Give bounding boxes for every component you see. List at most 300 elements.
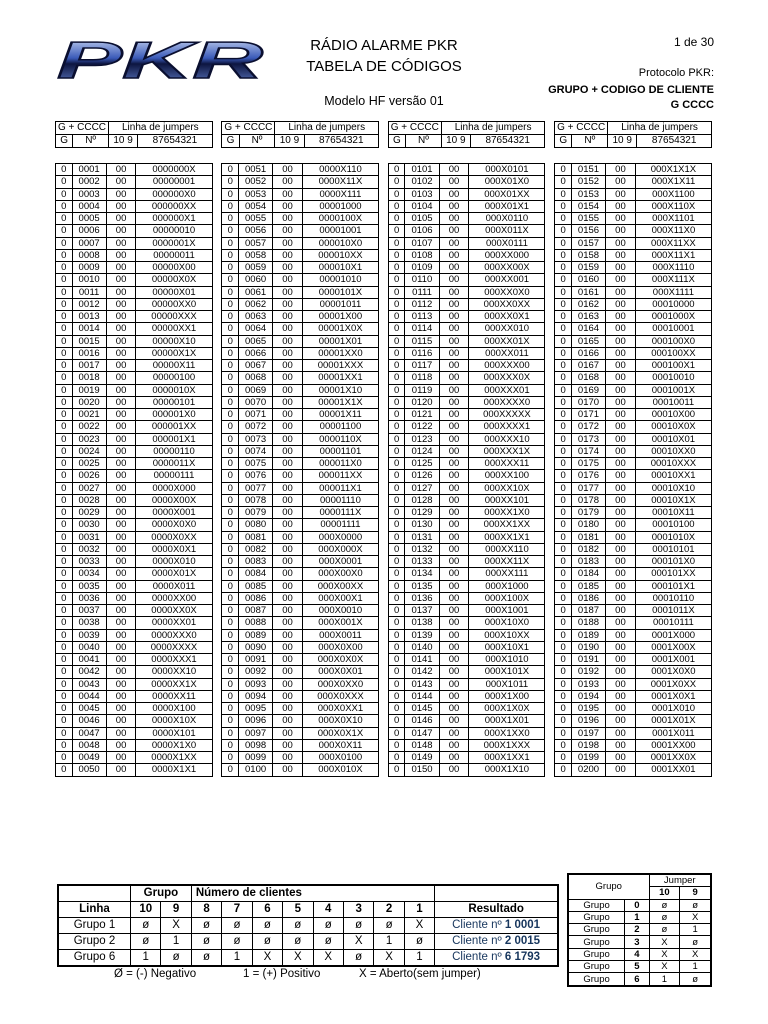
gap-cell bbox=[545, 311, 555, 323]
header-group-code: G + CCCC bbox=[56, 122, 109, 135]
client-number-cell: 0007 bbox=[72, 237, 106, 249]
jumper-8-1-cell: 00000001 bbox=[136, 176, 212, 188]
gap-cell bbox=[212, 445, 222, 457]
jumper-10-9-cell: 00 bbox=[439, 739, 469, 751]
client-number-cell: 0099 bbox=[238, 752, 272, 764]
jumper-10-9-cell: 00 bbox=[606, 580, 636, 592]
bit-cell: ø bbox=[313, 934, 343, 950]
jumper-8-1-cell: 0001010X bbox=[635, 531, 711, 543]
jumper-10-9-cell: 00 bbox=[439, 458, 469, 470]
group-cell: 0 bbox=[555, 531, 572, 543]
header-jumper-10: 10 bbox=[649, 887, 680, 899]
client-number-cell: 0171 bbox=[571, 409, 605, 421]
gap-cell bbox=[212, 122, 222, 135]
table-row bbox=[56, 580, 712, 592]
client-number-cell: 0145 bbox=[405, 703, 439, 715]
jumper-10-9-cell: 00 bbox=[439, 396, 469, 408]
client-number-cell: 0131 bbox=[405, 531, 439, 543]
group-cell: 0 bbox=[222, 592, 239, 604]
table-row bbox=[56, 237, 712, 249]
table-row bbox=[56, 531, 712, 543]
jumper-10-9-cell: 00 bbox=[106, 274, 136, 286]
client-number-cell: 0044 bbox=[72, 690, 106, 702]
table-row bbox=[56, 286, 712, 298]
jumper-8-1-cell: 0000X010 bbox=[136, 556, 212, 568]
protocol-format: G CCCC bbox=[670, 99, 714, 111]
jumper-8-1-cell: 00010110 bbox=[635, 592, 711, 604]
jumper-10-9-cell: 00 bbox=[273, 507, 303, 519]
table-row bbox=[56, 752, 712, 764]
client-number-cell: 0022 bbox=[72, 421, 106, 433]
table-row bbox=[56, 568, 712, 580]
client-number-cell: 0019 bbox=[72, 384, 106, 396]
group-cell: 0 bbox=[222, 715, 239, 727]
header-bit-9: 9 bbox=[161, 902, 191, 918]
header-jumper-9: 9 bbox=[680, 887, 711, 899]
gap-cell bbox=[212, 531, 222, 543]
row-label: Grupo 1 bbox=[58, 918, 131, 934]
jumper-10-9-cell: 00 bbox=[106, 176, 136, 188]
jumper-8-1-cell: 000XXX11 bbox=[469, 458, 545, 470]
jumper-8-1-cell: 000100X1 bbox=[635, 360, 711, 372]
jumper-8-1-cell: 000X0X1X bbox=[302, 727, 378, 739]
client-number-cell: 0053 bbox=[238, 188, 272, 200]
group-cell: 0 bbox=[222, 666, 239, 678]
header-jumper-8-1: 87654321 bbox=[138, 135, 213, 148]
jumper-10-9-cell: 00 bbox=[106, 298, 136, 310]
jumper-10-9-cell: 00 bbox=[273, 531, 303, 543]
bit-cell: 1 bbox=[374, 934, 404, 950]
group-cell: 0 bbox=[555, 507, 572, 519]
bit-cell: ø bbox=[131, 934, 161, 950]
gap-cell bbox=[379, 122, 389, 135]
header-jumper-8-1: 87654321 bbox=[470, 135, 545, 148]
group-cell: 0 bbox=[555, 225, 572, 237]
jumper-10-9-cell: 00 bbox=[439, 176, 469, 188]
jumper-8-1-cell: 000XXX1X bbox=[469, 445, 545, 457]
jumper-10-9-cell: 00 bbox=[439, 507, 469, 519]
gap-cell bbox=[212, 605, 222, 617]
client-number-cell: 0036 bbox=[72, 592, 106, 604]
group-cell: 0 bbox=[555, 580, 572, 592]
table-row bbox=[56, 421, 712, 433]
group-cell: 0 bbox=[388, 568, 405, 580]
jumper-8-1-cell: 000XX1X1 bbox=[469, 531, 545, 543]
jumper-10-9-cell: 00 bbox=[106, 311, 136, 323]
jumper-10-9-cell: 00 bbox=[439, 372, 469, 384]
gap-cell bbox=[545, 752, 555, 764]
jumper-10-9-cell: 00 bbox=[273, 654, 303, 666]
jumper-10-9-cell: 00 bbox=[439, 311, 469, 323]
client-number-cell: 0092 bbox=[238, 666, 272, 678]
jumper-10-9-cell: 00 bbox=[439, 715, 469, 727]
jumper-8-1-cell: 00001X00 bbox=[302, 311, 378, 323]
table-row bbox=[56, 249, 712, 261]
client-number-cell: 0073 bbox=[238, 433, 272, 445]
bit-cell: ø bbox=[222, 918, 252, 934]
header-bit-5: 5 bbox=[283, 902, 313, 918]
jumper-8-1-cell: 000X1110 bbox=[635, 262, 711, 274]
gap-cell bbox=[545, 470, 555, 482]
jumper-8-1-cell: 000XX10X bbox=[469, 482, 545, 494]
gap-cell bbox=[378, 752, 388, 764]
group-cell: 0 bbox=[222, 249, 239, 261]
jumper-10-9-cell: 00 bbox=[273, 323, 303, 335]
gap-cell bbox=[212, 135, 222, 148]
gap-cell bbox=[545, 654, 555, 666]
jumper-8-1-cell: 000X0X0X bbox=[302, 654, 378, 666]
client-number-cell: 0029 bbox=[72, 507, 106, 519]
jumper-8-1-cell: 000X101X bbox=[469, 666, 545, 678]
result-code: 1 0001 bbox=[504, 919, 541, 931]
group-cell: 0 bbox=[56, 507, 73, 519]
jumper-8-1-cell: 000X0XXX bbox=[302, 690, 378, 702]
table-row bbox=[56, 617, 712, 629]
jumper-10-9-cell: 00 bbox=[606, 188, 636, 200]
client-number-cell: 0091 bbox=[238, 654, 272, 666]
client-number-cell: 0034 bbox=[72, 568, 106, 580]
table-row bbox=[56, 164, 712, 176]
jumper-8-1-cell: 00001X10 bbox=[302, 384, 378, 396]
gap-cell bbox=[378, 347, 388, 359]
client-number-cell: 0089 bbox=[238, 629, 272, 641]
group-cell: 0 bbox=[56, 482, 73, 494]
group-cell: 0 bbox=[555, 727, 572, 739]
jumper-8-1-cell: 00001111 bbox=[302, 519, 378, 531]
client-number-cell: 0133 bbox=[405, 556, 439, 568]
jumper-10-9-cell: 00 bbox=[106, 188, 136, 200]
jumper-10-9-cell: 00 bbox=[106, 323, 136, 335]
jumper-10-9-cell: 00 bbox=[273, 494, 303, 506]
client-number-cell: 0168 bbox=[571, 372, 605, 384]
table-row bbox=[56, 715, 712, 727]
jumper-10-cell: ø bbox=[649, 924, 680, 936]
gap-cell bbox=[212, 360, 222, 372]
client-number-cell: 0179 bbox=[571, 507, 605, 519]
gap-cell bbox=[212, 213, 222, 225]
client-number-cell: 0068 bbox=[238, 372, 272, 384]
jumper-8-1-cell: 0000X10X bbox=[136, 715, 212, 727]
jumper-10-9-cell: 00 bbox=[273, 274, 303, 286]
client-number-cell: 0009 bbox=[72, 262, 106, 274]
client-number-cell: 0123 bbox=[405, 433, 439, 445]
client-number-cell: 0014 bbox=[72, 323, 106, 335]
table-row bbox=[56, 507, 712, 519]
bit-cell: 1 bbox=[222, 950, 252, 967]
jumper-8-1-cell: 000XXX01 bbox=[469, 384, 545, 396]
jumper-8-1-cell: 0000011X bbox=[136, 458, 212, 470]
client-number-cell: 0199 bbox=[571, 752, 605, 764]
jumper-8-1-cell: 00000XX1 bbox=[136, 323, 212, 335]
group-cell: 0 bbox=[56, 703, 73, 715]
gap-cell bbox=[212, 482, 222, 494]
client-number-cell: 0156 bbox=[571, 225, 605, 237]
header-jumper-10-9: 10 9 bbox=[108, 135, 137, 148]
jumper-8-1-cell: 00010XX1 bbox=[635, 470, 711, 482]
bit-cell: ø bbox=[343, 918, 373, 934]
jumper-10-9-cell: 00 bbox=[273, 188, 303, 200]
jumper-10-cell: X bbox=[649, 961, 680, 973]
jumper-8-1-cell: 0000XX01 bbox=[136, 617, 212, 629]
table-row bbox=[56, 213, 712, 225]
group-cell: 0 bbox=[555, 715, 572, 727]
jumper-10-9-cell: 00 bbox=[273, 347, 303, 359]
group-cell: 0 bbox=[388, 690, 405, 702]
group-cell: 0 bbox=[555, 617, 572, 629]
example-row bbox=[58, 950, 558, 967]
jumper-8-1-cell: 0000XXX1 bbox=[136, 654, 212, 666]
group-cell: 0 bbox=[56, 727, 73, 739]
jumper-8-1-cell: 00000111 bbox=[136, 470, 212, 482]
jumper-10-9-cell: 00 bbox=[273, 568, 303, 580]
result-cell bbox=[435, 934, 558, 950]
jumper-8-1-cell: 000X1XXX bbox=[469, 739, 545, 751]
jumper-10-9-cell: 00 bbox=[439, 164, 469, 176]
header-jumper-10-9: 10 9 bbox=[275, 135, 304, 148]
client-number-cell: 0126 bbox=[405, 470, 439, 482]
jumper-10-9-cell: 00 bbox=[106, 752, 136, 764]
client-number-cell: 0166 bbox=[571, 347, 605, 359]
client-number-cell: 0081 bbox=[238, 531, 272, 543]
group-cell: 0 bbox=[555, 176, 572, 188]
gap-cell bbox=[212, 188, 222, 200]
table-row bbox=[56, 396, 712, 408]
jumper-8-1-cell: 000X00X1 bbox=[302, 592, 378, 604]
client-number-cell: 0085 bbox=[238, 580, 272, 592]
gap-cell bbox=[212, 262, 222, 274]
jumper-8-1-cell: 000XX101 bbox=[469, 494, 545, 506]
jumper-8-1-cell: 00000X10 bbox=[136, 335, 212, 347]
jumper-row bbox=[568, 948, 711, 960]
jumper-row bbox=[568, 961, 711, 973]
gap-cell bbox=[212, 580, 222, 592]
jumper-10-9-cell: 00 bbox=[439, 629, 469, 641]
group-cell: 0 bbox=[388, 347, 405, 359]
group-cell: 0 bbox=[388, 654, 405, 666]
table-row bbox=[56, 666, 712, 678]
header-bit-2: 2 bbox=[374, 902, 404, 918]
client-number-cell: 0128 bbox=[405, 494, 439, 506]
jumper-8-1-cell: 0000X11X bbox=[302, 176, 378, 188]
jumper-10-9-cell: 00 bbox=[106, 739, 136, 751]
gap-cell bbox=[378, 323, 388, 335]
jumper-10-9-cell: 00 bbox=[273, 764, 303, 776]
gap-cell bbox=[212, 568, 222, 580]
jumper-8-1-cell: 000X1011 bbox=[469, 678, 545, 690]
client-number-cell: 0175 bbox=[571, 458, 605, 470]
group-cell: 0 bbox=[222, 396, 239, 408]
header-jumper-line: Linha de jumpers bbox=[275, 122, 379, 135]
table-row bbox=[56, 605, 712, 617]
document-title: RÁDIO ALARME PKR bbox=[310, 37, 458, 54]
client-number-cell: 0189 bbox=[571, 629, 605, 641]
jumper-8-1-cell: 000X01X0 bbox=[469, 176, 545, 188]
jumper-8-1-cell: 00000X0X bbox=[136, 274, 212, 286]
jumper-10-9-cell: 00 bbox=[439, 764, 469, 776]
table-row bbox=[56, 311, 712, 323]
jumper-8-1-cell: 000X10X0 bbox=[469, 617, 545, 629]
jumper-10-9-cell: 00 bbox=[106, 727, 136, 739]
jumper-8-1-cell: 0000110X bbox=[302, 433, 378, 445]
group-cell: 0 bbox=[388, 739, 405, 751]
client-number-cell: 0062 bbox=[238, 298, 272, 310]
client-number-cell: 0135 bbox=[405, 580, 439, 592]
jumper-8-1-cell: 000101X1 bbox=[635, 580, 711, 592]
gap-cell bbox=[545, 629, 555, 641]
header-jumper-8-1: 87654321 bbox=[637, 135, 712, 148]
table-row bbox=[56, 298, 712, 310]
group-cell: 0 bbox=[555, 482, 572, 494]
client-number-cell: 0143 bbox=[405, 678, 439, 690]
header-grupo: Grupo bbox=[568, 874, 649, 899]
jumper-8-1-cell: 0001X001 bbox=[635, 654, 711, 666]
jumper-10-9-cell: 00 bbox=[606, 262, 636, 274]
jumper-8-1-cell: 0000X0X0 bbox=[136, 519, 212, 531]
group-number: 1 bbox=[625, 911, 649, 923]
jumper-8-1-cell: 000XX0X0 bbox=[469, 286, 545, 298]
group-cell: 0 bbox=[555, 286, 572, 298]
jumper-10-9-cell: 00 bbox=[273, 384, 303, 396]
table-row bbox=[56, 654, 712, 666]
jumper-10-9-cell: 00 bbox=[606, 568, 636, 580]
jumper-8-1-cell: 000X1X1X bbox=[635, 164, 711, 176]
client-number-cell: 0101 bbox=[405, 164, 439, 176]
table-row bbox=[56, 494, 712, 506]
gap-cell bbox=[212, 764, 222, 776]
jumper-10-9-cell: 00 bbox=[106, 421, 136, 433]
group-cell: 0 bbox=[555, 543, 572, 555]
gap-cell bbox=[378, 605, 388, 617]
group-cell: 0 bbox=[56, 433, 73, 445]
gap-cell bbox=[378, 262, 388, 274]
jumper-8-1-cell: 000XXX0X bbox=[469, 372, 545, 384]
jumper-10-9-cell: 00 bbox=[439, 335, 469, 347]
gap-cell bbox=[545, 739, 555, 751]
jumper-10-9-cell: 00 bbox=[606, 213, 636, 225]
group-cell: 0 bbox=[222, 311, 239, 323]
header-number: Nº bbox=[406, 135, 442, 148]
client-number-cell: 0196 bbox=[571, 715, 605, 727]
jumper-8-1-cell: 0001000X bbox=[635, 311, 711, 323]
jumper-8-1-cell: 00001X11 bbox=[302, 409, 378, 421]
group-cell: 0 bbox=[388, 445, 405, 457]
jumper-8-1-cell: 00001X01 bbox=[302, 335, 378, 347]
jumper-8-1-cell: 000XX011 bbox=[469, 347, 545, 359]
bit-cell: ø bbox=[222, 934, 252, 950]
jumper-table bbox=[567, 873, 712, 987]
gap-cell bbox=[545, 237, 555, 249]
jumper-8-1-cell: 00001011 bbox=[302, 298, 378, 310]
jumper-10-9-cell: 00 bbox=[439, 445, 469, 457]
group-number: 3 bbox=[625, 936, 649, 948]
jumper-8-1-cell: 00010XX0 bbox=[635, 445, 711, 457]
jumper-8-1-cell: 000X0110 bbox=[469, 213, 545, 225]
jumper-8-1-cell: 000X1100 bbox=[635, 188, 711, 200]
gap-cell bbox=[378, 164, 388, 176]
gap-cell bbox=[545, 568, 555, 580]
jumper-10-9-cell: 00 bbox=[106, 690, 136, 702]
client-number-cell: 0116 bbox=[405, 347, 439, 359]
gap-cell bbox=[545, 580, 555, 592]
jumper-10-9-cell: 00 bbox=[606, 519, 636, 531]
jumper-10-9-cell: 00 bbox=[439, 641, 469, 653]
gap-cell bbox=[212, 556, 222, 568]
jumper-10-9-cell: 00 bbox=[273, 592, 303, 604]
group-cell: 0 bbox=[222, 421, 239, 433]
bit-cell: ø bbox=[131, 918, 161, 934]
client-number-cell: 0077 bbox=[238, 482, 272, 494]
client-number-cell: 0167 bbox=[571, 360, 605, 372]
group-cell: 0 bbox=[222, 360, 239, 372]
jumper-8-1-cell: 0000X110 bbox=[302, 164, 378, 176]
header-number: Nº bbox=[73, 135, 109, 148]
group-cell: 0 bbox=[56, 164, 73, 176]
jumper-8-1-cell: 0000X0XX bbox=[136, 531, 212, 543]
jumper-8-1-cell: 0000XXXX bbox=[136, 641, 212, 653]
group-cell: 0 bbox=[388, 507, 405, 519]
gap-cell bbox=[378, 764, 388, 776]
jumper-10-9-cell: 00 bbox=[439, 347, 469, 359]
jumper-10-9-cell: 00 bbox=[606, 507, 636, 519]
gap-cell bbox=[545, 433, 555, 445]
group-cell: 0 bbox=[56, 188, 73, 200]
bit-cell: X bbox=[374, 950, 404, 967]
jumper-10-9-cell: 00 bbox=[273, 678, 303, 690]
jumper-8-1-cell: 000X11X1 bbox=[635, 249, 711, 261]
jumper-10-9-cell: 00 bbox=[106, 286, 136, 298]
client-number-cell: 0178 bbox=[571, 494, 605, 506]
jumper-10-9-cell: 00 bbox=[273, 629, 303, 641]
gap-cell bbox=[545, 715, 555, 727]
jumper-10-9-cell: 00 bbox=[273, 458, 303, 470]
client-number-cell: 0104 bbox=[405, 200, 439, 212]
group-cell: 0 bbox=[222, 176, 239, 188]
jumper-8-1-cell: 0001011X bbox=[635, 605, 711, 617]
jumper-10-9-cell: 00 bbox=[273, 421, 303, 433]
group-cell: 0 bbox=[222, 494, 239, 506]
jumper-10-9-cell: 00 bbox=[273, 519, 303, 531]
table-row bbox=[56, 176, 712, 188]
gap-cell bbox=[378, 629, 388, 641]
group-cell: 0 bbox=[222, 347, 239, 359]
gap-cell bbox=[545, 703, 555, 715]
client-number-cell: 0182 bbox=[571, 543, 605, 555]
gap-cell bbox=[378, 249, 388, 261]
jumper-8-1-cell: 00001010 bbox=[302, 274, 378, 286]
row-label: Grupo bbox=[568, 948, 625, 960]
jumper-10-9-cell: 00 bbox=[606, 164, 636, 176]
table-row bbox=[56, 225, 712, 237]
group-cell: 0 bbox=[222, 323, 239, 335]
client-number-cell: 0163 bbox=[571, 311, 605, 323]
table-row bbox=[56, 764, 712, 776]
jumper-10-9-cell: 00 bbox=[273, 617, 303, 629]
gap-cell bbox=[545, 507, 555, 519]
jumper-10-9-cell: 00 bbox=[106, 347, 136, 359]
jumper-8-1-cell: 0001X0XX bbox=[635, 678, 711, 690]
row-label: Grupo bbox=[568, 961, 625, 973]
group-cell: 0 bbox=[555, 703, 572, 715]
client-number-cell: 0002 bbox=[72, 176, 106, 188]
jumper-row bbox=[568, 899, 711, 911]
protocol-label: Protocolo PKR: bbox=[638, 67, 714, 79]
jumper-10-9-cell: 00 bbox=[106, 482, 136, 494]
client-number-cell: 0164 bbox=[571, 323, 605, 335]
jumper-8-1-cell: 000XX01X bbox=[469, 335, 545, 347]
client-number-cell: 0096 bbox=[238, 715, 272, 727]
client-number-cell: 0042 bbox=[72, 666, 106, 678]
jumper-10-9-cell: 00 bbox=[606, 298, 636, 310]
